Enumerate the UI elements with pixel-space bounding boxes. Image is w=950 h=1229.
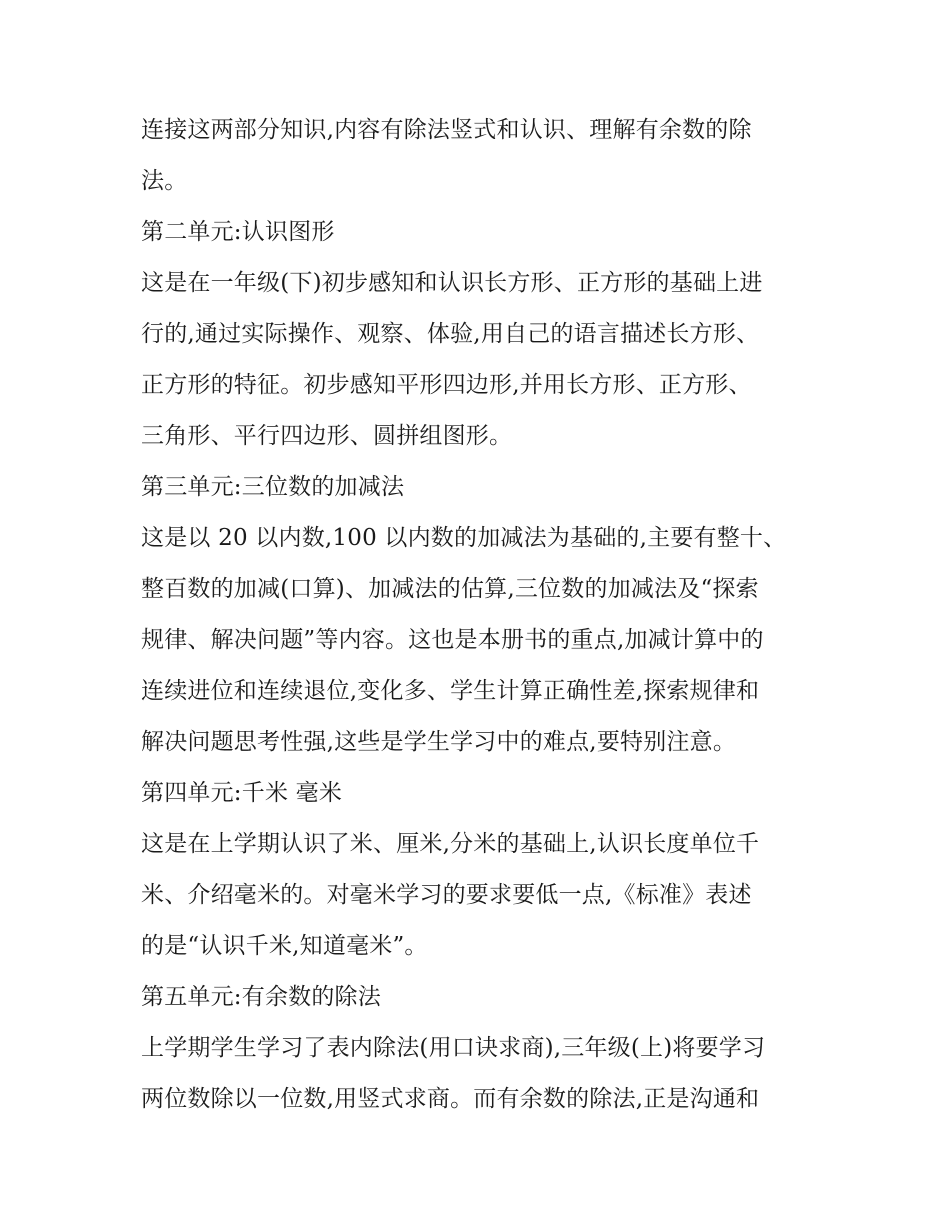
paragraph-unit-4 (141, 819, 813, 972)
heading-unit-2 (141, 207, 813, 258)
heading-text: 第二单元:认识图形 (141, 219, 335, 245)
text-line: 这是在上学期认识了米、厘米,分米的基础上,认识长度单位千 (141, 831, 760, 857)
text-line: 连续进位和连续退位,变化多、学生计算正确性差,探索规律和 (141, 678, 760, 704)
text-line: 这是以 20 以内数,100 以内数的加减法为基础的,主要有整十、 (141, 525, 787, 551)
text-line: 的是“认识千米,知道毫米”。 (141, 933, 428, 959)
paragraph-unit-3 (141, 513, 813, 768)
heading-unit-4 (141, 768, 813, 819)
text-line: 规律、解决问题”等内容。这也是本册书的重点,加减计算中的 (141, 627, 764, 653)
text-line: 连接这两部分知识,内容有除法竖式和认识、理解有余数的除 (141, 117, 752, 143)
text-line: 两位数除以一位数,用竖式求商。而有余数的除法,正是沟通和 (141, 1086, 760, 1112)
text-line: 三角形、平行四边形、圆拼组图形。 (141, 423, 513, 449)
text-line: 这是在一年级(下)初步感知和认识长方形、正方形的基础上进 (141, 270, 763, 296)
heading-unit-3 (141, 462, 813, 513)
heading-text: 第四单元:千米 毫米 (141, 780, 343, 806)
text-line: 米、介绍毫米的。对毫米学习的要求要低一点,《标准》表述 (141, 882, 752, 908)
paragraph-unit-5 (141, 1023, 813, 1125)
document-body (141, 105, 813, 1125)
heading-unit-5 (141, 972, 813, 1023)
paragraph-intro (141, 105, 813, 207)
text-line: 行的,通过实际操作、观察、体验,用自己的语言描述长方形、 (141, 321, 760, 347)
text-line: 正方形的特征。初步感知平形四边形,并用长方形、正方形、 (141, 372, 752, 398)
heading-text: 第五单元:有余数的除法 (141, 984, 381, 1010)
text-line: 整百数的加减(口算)、加减法的估算,三位数的加减法及“探索 (141, 576, 759, 602)
text-line: 解决问题思考性强,这些是学生学习中的难点,要特别注意。 (141, 729, 737, 755)
heading-text: 第三单元:三位数的加减法 (141, 474, 405, 500)
paragraph-unit-2 (141, 258, 813, 462)
text-line: 上学期学生学习了表内除法(用口诀求商),三年级(上)将要学习 (141, 1035, 766, 1061)
text-line: 法。 (141, 168, 188, 194)
